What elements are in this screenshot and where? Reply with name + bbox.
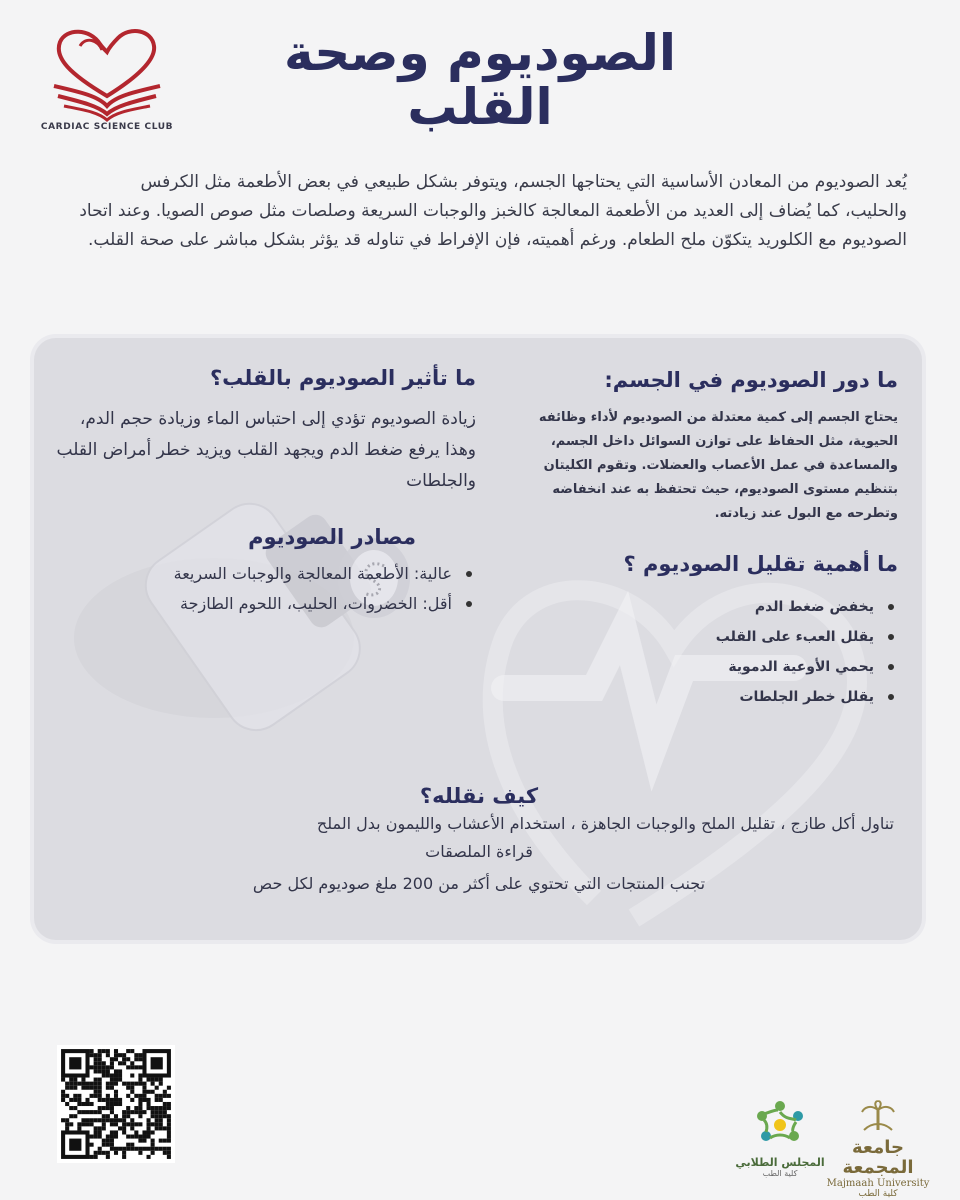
how-line-1: تناول أكل طازج ، تقليل الملح والوجبات الجاهزة ، استخدام الأعشاب والليمون بدل الملح bbox=[316, 814, 894, 833]
intro-paragraph: يُعد الصوديوم من المعادن الأساسية التي يحتاجها الجسم، ويتوفر بشكل طبيعي في بعض الأطعمة مثل الكرفس والحليب، كما يُضاف إلى العديد من الأطعمة المعالجة كالخبز والوجبات السريعة وصلصات مثل صوص الصويا. وعند اتحاد الصوديوم مع الكلوريد يتكوّن ملح الطعام. ورغم أهميته، فإن الإفراط في تناوله قد يؤثر بشكل مباشر على صحة القلب. bbox=[79, 172, 907, 250]
how-heading: كيف نقلله؟ bbox=[419, 784, 539, 808]
content-panel bbox=[34, 338, 922, 940]
importance-list bbox=[508, 592, 898, 712]
page-title: الصوديوم وصحة القلب bbox=[283, 24, 677, 136]
role-text: يحتاج الجسم إلى كمية معتدلة من الصوديوم لأداء وظائفه الحيوية، مثل الحفاظ على توازن السوائل داخل الجسم، والمساعدة في عمل الأعصاب والعضلات. وتقوم الكليتان بتنظيم مستوى الصوديوم، حيث تحتفظ به عند انخفاضه وتطرحه مع البول عند زيادته. bbox=[538, 410, 898, 521]
council-name: المجلس الطلابي bbox=[735, 1156, 825, 1169]
list-item: أقل: الخضروات، الحليب، اللحوم الطازجة bbox=[56, 589, 452, 619]
university-name-ar: جامعة المجمعة bbox=[842, 1137, 914, 1178]
list-item: يحمي الأوعية الدموية bbox=[508, 652, 874, 682]
list-item: يقلل خطر الجلطات bbox=[508, 682, 874, 712]
role-heading: ما دور الصوديوم في الجسم: bbox=[604, 368, 898, 392]
club-logo bbox=[32, 22, 182, 140]
how-line-3: تجنب المنتجات التي تحتوي على أكثر من 200 ملغ صوديوم لكل حص bbox=[252, 874, 706, 893]
importance-heading: ما أهمية تقليل الصوديوم ؟ bbox=[623, 552, 898, 576]
council-sub: كلية الطب bbox=[762, 1169, 798, 1178]
effect-heading: ما تأثير الصوديوم بالقلب؟ bbox=[209, 366, 476, 390]
qr-code-icon bbox=[57, 1045, 175, 1163]
palm-swords-emblem-icon bbox=[860, 1100, 896, 1134]
university-logo bbox=[818, 1100, 938, 1199]
list-item: عالية: الأطعمة المعالجة والوجبات السريعة bbox=[56, 559, 452, 589]
college-name: كلية الطب bbox=[858, 1189, 898, 1199]
qr-code[interactable] bbox=[57, 1045, 175, 1163]
list-item: يخفض ضغط الدم bbox=[508, 592, 874, 622]
people-circle-icon bbox=[752, 1098, 808, 1150]
how-line-2: قراءة الملصقات bbox=[425, 842, 533, 861]
university-name-en: Majmaah University bbox=[826, 1178, 930, 1189]
how-section bbox=[64, 784, 894, 898]
sources-list bbox=[56, 559, 476, 619]
effect-text: زيادة الصوديوم تؤدي إلى احتباس الماء وزيادة حجم الدم، وهذا يرفع ضغط الدم ويجهد القلب ويزيد خطر أمراض القلب والجلطات bbox=[56, 409, 476, 491]
role-section bbox=[508, 368, 898, 712]
club-name: CARDIAC SCIENCE CLUB bbox=[40, 122, 174, 132]
list-item: يقلل العبء على القلب bbox=[508, 622, 874, 652]
sources-heading: مصادر الصوديوم bbox=[248, 525, 416, 549]
student-council-logo bbox=[735, 1098, 825, 1188]
effect-section bbox=[56, 366, 476, 619]
heart-book-icon bbox=[40, 22, 174, 122]
